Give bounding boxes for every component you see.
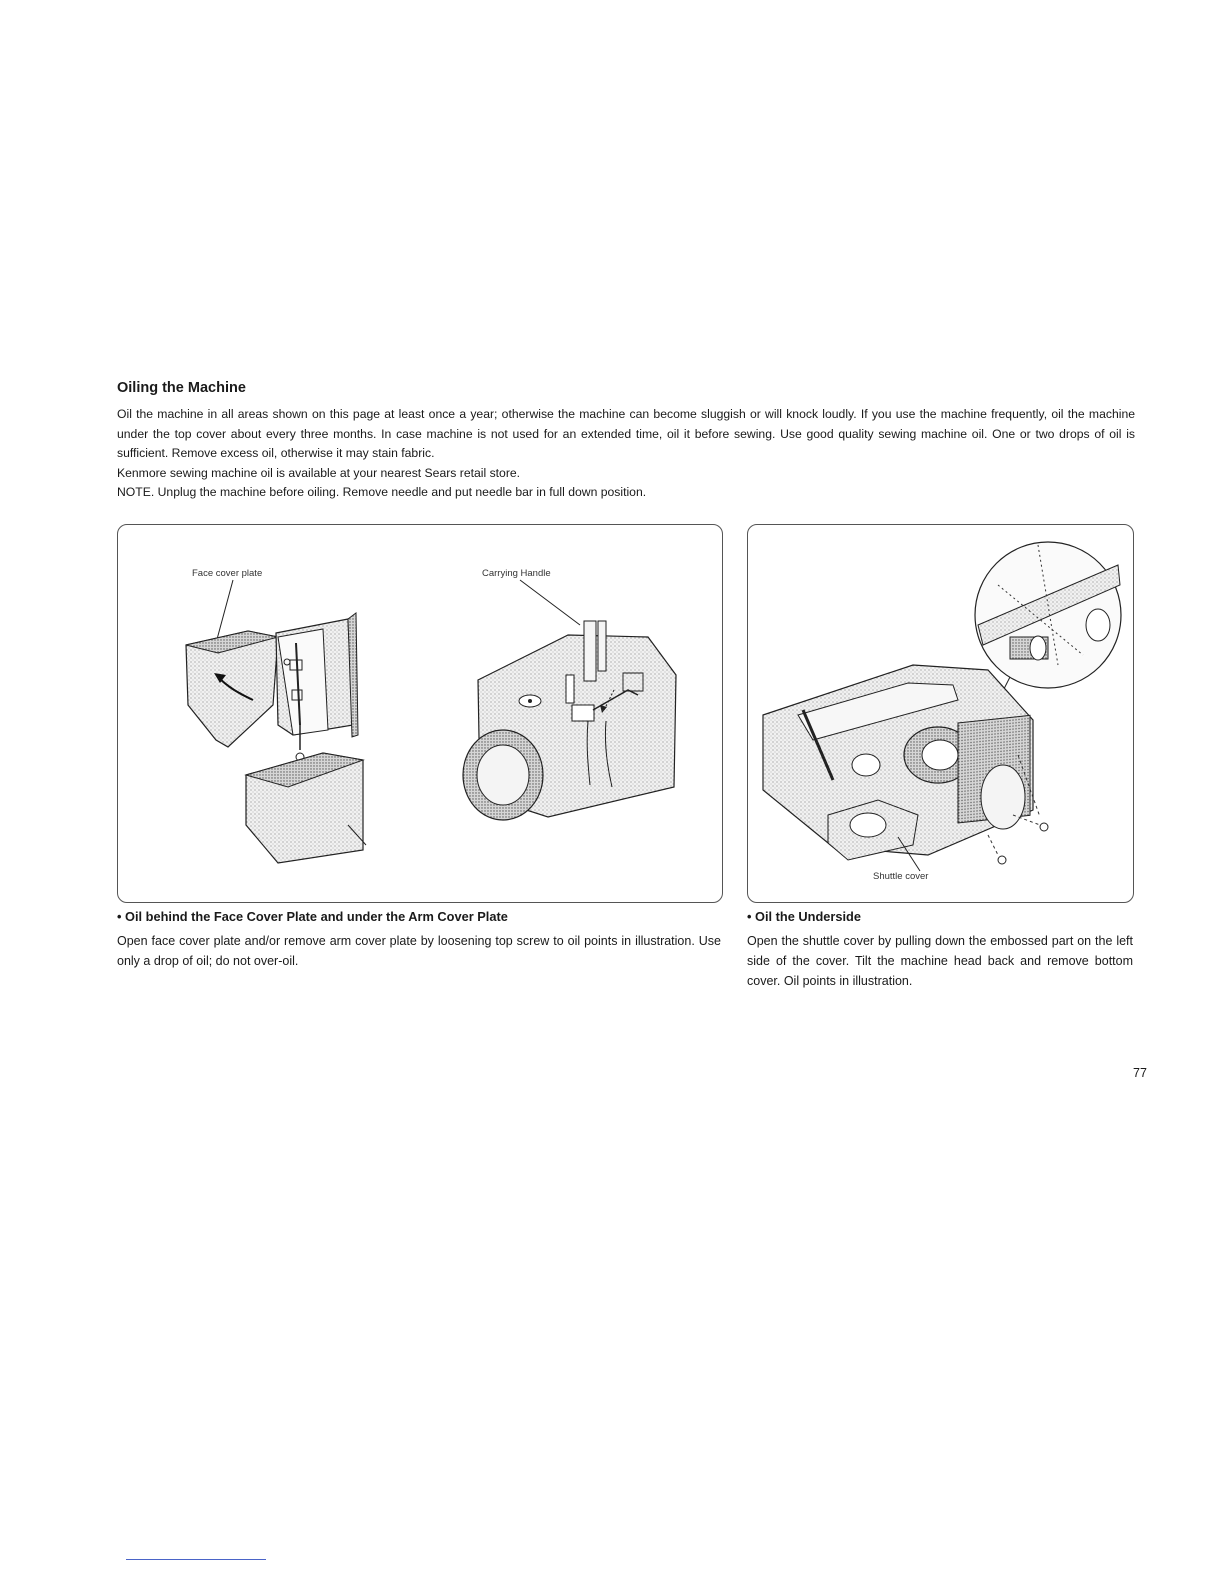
section-body-face-cover: Open face cover plate and/or remove arm cover plate by loosening top screw to oil points in illustration. Use only a drop of oil; do not over-oil. (117, 934, 721, 968)
page-number: 77 (1133, 1066, 1147, 1080)
label-shuttle-cover: Shuttle cover (873, 871, 929, 882)
intro-text (117, 405, 1135, 503)
intro-paragraph-note: NOTE. Unplug the machine before oiling. Remove needle and put needle bar in full down position. (117, 485, 647, 499)
intro-paragraph-oiling-frequency: Oil the machine in all areas shown on this page at least once a year; otherwise the machine can become sluggish or will knock loudly. If you use the machine frequently, oil the machine under the top cover about every three months. In case machine is not used for an extended time, oil it before sewing. Use good quality sewing machine oil. One or two drops of oil is sufficient. Remove excess oil, otherwise it may stain fabric. (117, 407, 1135, 460)
face-cover-illustration (118, 525, 722, 902)
intro-paragraph-oil-availability: Kenmore sewing machine oil is available at your nearest Sears retail store. (117, 465, 521, 480)
section-heading-underside: • Oil the Underside (747, 909, 861, 924)
section-body-underside: Open the shuttle cover by pulling down the embossed part on the left side of the cover. Tilt the machine head back and remove bottom cover. Oil points in illustration. (747, 934, 1133, 988)
section-heading-face-cover: • Oil behind the Face Cover Plate and under the Arm Cover Plate (117, 909, 508, 924)
label-carrying-handle: Carrying Handle (482, 568, 551, 579)
figure-panel-face-cover (117, 524, 723, 903)
underside-illustration (748, 525, 1133, 902)
figure-panel-underside (747, 524, 1134, 903)
page-title: Oiling the Machine (117, 380, 246, 396)
label-face-cover-plate: Face cover plate (192, 568, 263, 579)
footer-rule (126, 1559, 266, 1560)
